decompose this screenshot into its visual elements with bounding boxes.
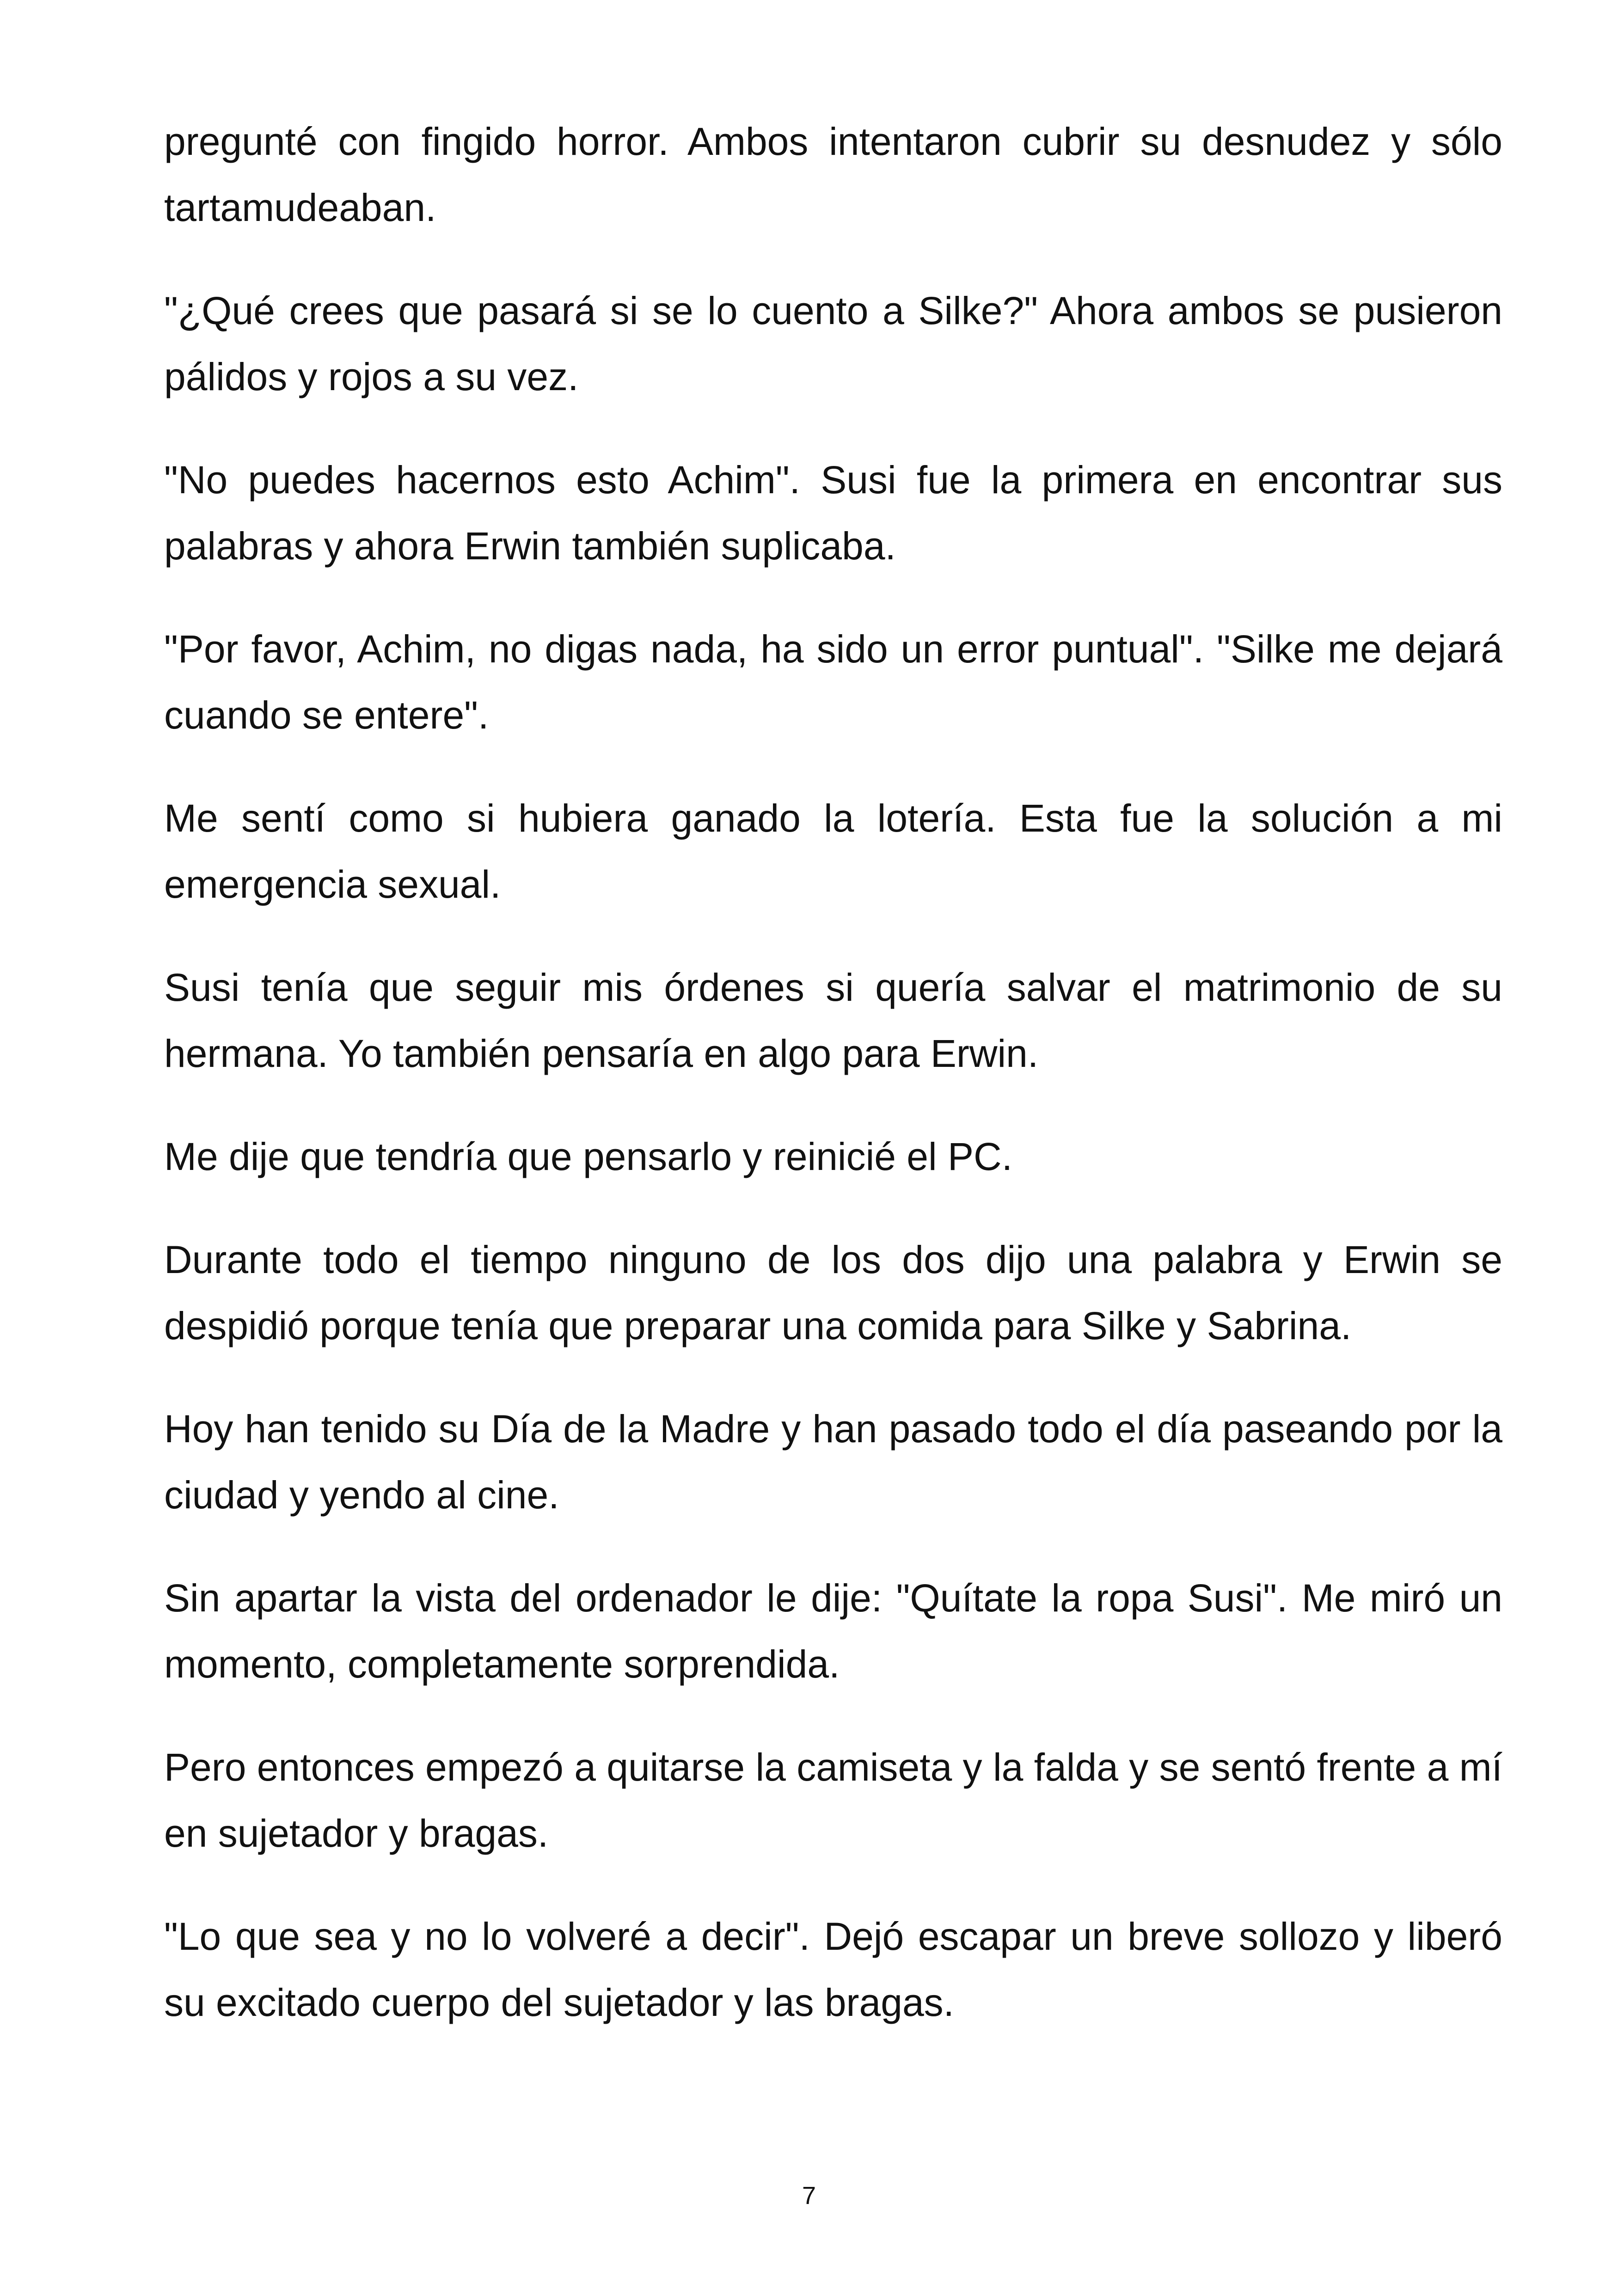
page-number: 7	[802, 2182, 816, 2210]
paragraph: Durante todo el tiempo ninguno de los dos dijo una palabra y Erwin se despidió porque tenía que preparar una comida para Silke y Sabrina.	[164, 1238, 1502, 1347]
paragraph: pregunté con fingido horror. Ambos intentaron cubrir su desnudez y sólo tartamudeaban.	[164, 120, 1502, 229]
body-text	[164, 109, 1502, 2073]
paragraph: Pero entonces empezó a quitarse la camiseta y la falda y se sentó frente a mí en sujetador y bragas.	[164, 1745, 1502, 1855]
paragraph: "No puedes hacernos esto Achim". Susi fue la primera en encontrar sus palabras y ahora Erwin también suplicaba.	[164, 458, 1502, 568]
paragraph: "Lo que sea y no lo volveré a decir". Dejó escapar un breve sollozo y liberó su excitado cuerpo del sujetador y las bragas.	[164, 1915, 1502, 2024]
paragraph: Hoy han tenido su Día de la Madre y han pasado todo el día paseando por la ciudad y yendo al cine.	[164, 1407, 1502, 1517]
paragraph: "Por favor, Achim, no digas nada, ha sido un error puntual". "Silke me dejará cuando se entere".	[164, 627, 1502, 737]
paragraph: "¿Qué crees que pasará si se lo cuento a Silke?" Ahora ambos se pusieron pálidos y rojos a su vez.	[164, 289, 1502, 398]
paragraph: Sin apartar la vista del ordenador le dije: "Quítate la ropa Susi". Me miró un momento, completamente sorprendida.	[164, 1576, 1502, 1686]
paragraph: Susi tenía que seguir mis órdenes si quería salvar el matrimonio de su hermana. Yo también pensaría en algo para Erwin.	[164, 966, 1502, 1075]
paragraph: Me sentí como si hubiera ganado la lotería. Esta fue la solución a mi emergencia sexual.	[164, 796, 1502, 906]
paragraph: Me dije que tendría que pensarlo y reinicié el PC.	[164, 1135, 1013, 1178]
